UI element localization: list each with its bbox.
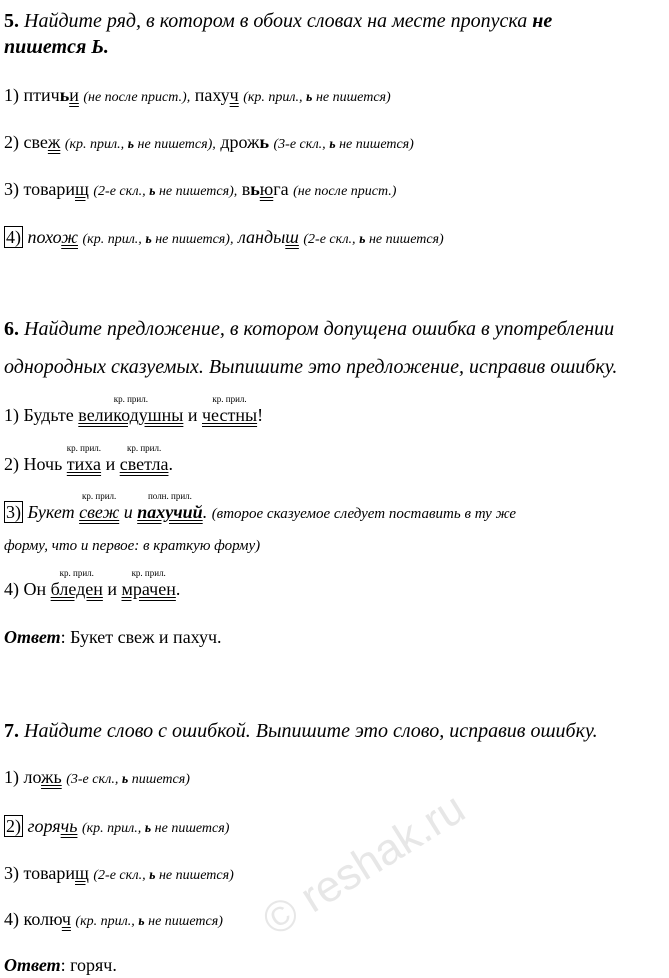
q7-opt3-word: товарищ (23, 863, 89, 883)
q5-opt1-word1: птичьи (23, 85, 79, 105)
explanation-cont: форму, что и первое: в краткую форму) (4, 538, 261, 554)
comment: (3-е скл., ь пишется) (66, 772, 190, 787)
comment: (не после прист.) (293, 184, 397, 199)
copyright-icon: © (254, 887, 308, 946)
comment: (кр. прил., ь не пишется), (82, 232, 234, 247)
q5-opt3-word1: товарищ (23, 179, 89, 199)
predicate-1: кр. прил. великодушны (78, 394, 184, 425)
option-number: 1) (4, 405, 19, 425)
subject: Букет (27, 502, 75, 522)
q6-option-3-note-cont (4, 533, 665, 557)
q7-prompt (4, 720, 665, 742)
subject: Ночь (23, 454, 63, 474)
predicate-2: кр. прил. честны (202, 394, 258, 425)
q5-option-2 (4, 131, 665, 156)
q5-number: 5. (4, 10, 19, 32)
answer-label: Ответ (4, 955, 61, 975)
q6-prompt-line1 (4, 318, 665, 340)
comment: (кр. прил., ь не пишется) (81, 821, 230, 836)
q7-number: 7. (4, 720, 19, 742)
q7-option-1 (4, 766, 665, 791)
option-number: 3) (4, 863, 19, 883)
explanation: (второе сказуемое следует поставить в ту же (211, 506, 516, 522)
q5-opt2-word2: дрожь (220, 132, 269, 152)
comment: (кр. прил., ь не пишется) (75, 914, 223, 929)
q7-option-2-correct (4, 815, 665, 840)
answer-text: : горяч. (60, 955, 117, 975)
predicate-2-error: полн. прил. пахучий (137, 491, 203, 522)
q5-opt2-word1: свеж (23, 132, 61, 152)
q6-option-2: 2) Ночь кр. прил. тиха и кр. прил. светла. (4, 443, 173, 474)
q7-option-3 (4, 862, 665, 887)
comment: (кр. прил., ь не пишется), (64, 137, 216, 152)
q5-prompt-end: пишется Ь. (4, 36, 109, 58)
q5-prompt-line2 (4, 36, 665, 58)
q6-number: 6. (4, 318, 19, 340)
q5-prompt-emph: не (532, 10, 553, 32)
q7-opt2-word: горячь (27, 816, 78, 836)
q6-prompt-line2 (4, 356, 665, 378)
subject: Будьте (23, 405, 74, 425)
comment: (кр. прил., ь не пишется) (243, 90, 391, 105)
option-number: 3) (4, 179, 19, 199)
q6-option-4: 4) Он кр. прил. бледен и кр. прил. мрачен. (4, 568, 181, 599)
answer-text: : Букет свеж и пахуч. (60, 627, 222, 647)
q7-prompt-text: Найдите слово с ошибкой. Выпишите это слово, исправив ошибку. (24, 720, 598, 742)
q6-answer (4, 626, 665, 648)
q7-opt1-word: ложь (23, 767, 62, 787)
q6-prompt: Найдите предложение, в котором допущена ошибка в употреблении (24, 318, 615, 340)
q6-option-1: 1) Будьте кр. прил. великодушны и кр. прил. честны! (4, 394, 264, 425)
option-number: 4) (4, 909, 19, 929)
q5-opt4-word2: ландыш (237, 227, 299, 247)
option-number: 1) (4, 85, 19, 105)
comment: (2-е скл., ь не пишется), (93, 184, 238, 199)
q5-opt3-word2: вьюга (241, 179, 289, 199)
conjunction: и (105, 454, 116, 474)
comment: (2-е скл., ь не пишется) (93, 868, 234, 883)
selected-option-box: 4) (6, 227, 21, 247)
conjunction: и (187, 405, 198, 425)
predicate-1: кр. прил. бледен (50, 568, 103, 599)
predicate-1: кр. прил. тиха (66, 443, 102, 474)
option-number: 2) (4, 454, 19, 474)
q5-prompt: Найдите ряд, в котором в обоих словах на месте пропуска (24, 10, 528, 32)
option-number: 1) (4, 767, 19, 787)
predicate-2: кр. прил. мрачен (121, 568, 176, 599)
subject: Он (23, 579, 47, 599)
answer-label: Ответ (4, 627, 61, 647)
q5-option-3 (4, 178, 665, 203)
comment: (2-е скл., ь не пишется) (303, 232, 444, 247)
q5-option-1 (4, 84, 665, 109)
selected-option-box: 2) (6, 816, 21, 836)
q6-prompt-cont: однородных сказуемых. Выпишите это предложение, исправив ошибку. (4, 356, 618, 378)
watermark: © reshak.ru (254, 783, 474, 946)
option-number: 2) (4, 132, 19, 152)
selected-option-box: 3) (6, 502, 21, 522)
q7-opt4-word: колюч (23, 909, 71, 929)
q7-answer (4, 954, 665, 976)
predicate-1: кр. прил. свеж (79, 491, 120, 522)
conjunction: и (123, 502, 133, 522)
q5-option-4-correct (4, 226, 665, 251)
conjunction: и (107, 579, 118, 599)
comment: (3-е скл., ь не пишется) (273, 137, 414, 152)
option-number: 4) (4, 579, 19, 599)
q5-prompt-line1 (4, 10, 665, 32)
comment: (не после прист.), (83, 90, 191, 105)
q7-option-4 (4, 908, 665, 933)
q5-opt1-word2: пахуч (194, 85, 239, 105)
predicate-2: кр. прил. светла (119, 443, 169, 474)
q5-opt4-word1: похож (27, 227, 78, 247)
q6-option-3-correct: 3) Букет кр. прил. свеж и полн. прил. пахучий. (второе сказуемое следует поставить в ту же (6, 491, 516, 522)
